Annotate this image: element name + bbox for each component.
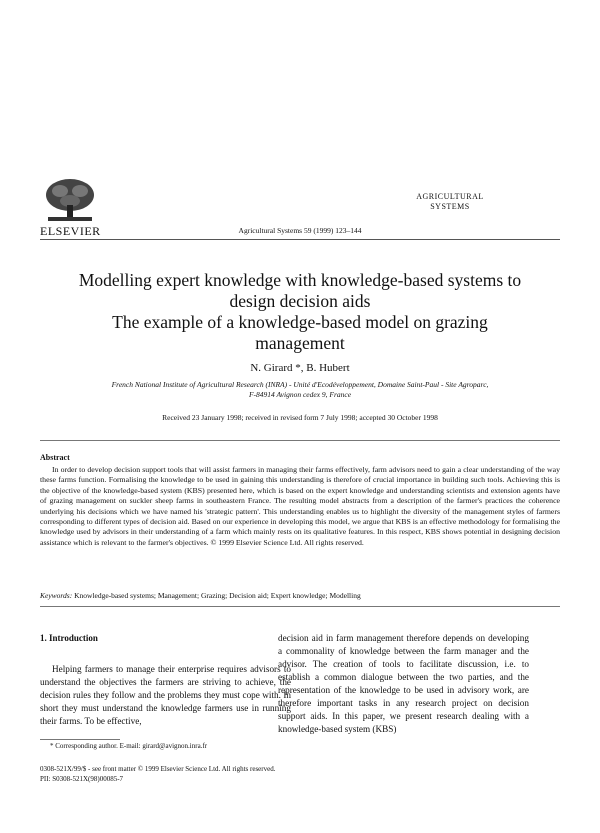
title-line-1: Modelling expert knowledge with knowledge-based systems to: [78, 270, 522, 290]
title-line-3: The example of a knowledge-based model on grazing: [112, 312, 488, 332]
abstract-bottom-rule: [40, 606, 560, 607]
right-column: [278, 632, 529, 736]
footnote-rule: [40, 739, 120, 740]
copyright-line: 0308-521X/99/$ - see front matter © 1999 Elsevier Science Ltd. All rights reserved.: [40, 765, 276, 773]
received-dates: Received 23 January 1998; received in revised form 7 July 1998; accepted 30 October 1998: [162, 413, 438, 422]
left-column: [40, 632, 291, 728]
journal-brand-line2: SYSTEMS: [430, 202, 470, 211]
title-line-2: design decision aids: [229, 291, 371, 311]
affiliation-line-2: F-84914 Avignon cedex 9, France: [248, 390, 352, 399]
right-column-text: decision aid in farm management therefore depends on developing a commonality of knowledge between the farm manager and the advisor. The creation of tools to facilitate discussion, i.e. to establish a common dialogue between the two parties, and the representation of the knowledge to be used in advisory work, are therefore important tasks in any research project on decision support aids. In this paper, we present research dealing with a knowledge-based system (KBS): [278, 633, 529, 734]
abstract-heading: Abstract: [40, 453, 70, 462]
title-line-4: management: [255, 333, 345, 353]
journal-citation: Agricultural Systems 59 (1999) 123–144: [238, 226, 362, 235]
publisher-name: ELSEVIER: [40, 224, 101, 238]
header-rule: [40, 239, 560, 240]
abstract-text: In order to develop decision support tools that will assist farmers in managing their farms effectively, farm advisors need to gain a clear understanding of the way these farms function. Formalising the knowledge to be used in gaining this understanding is therefore of crucial importance in building such tools. Achieving this is the objective of the knowledge-based system (KBS) presented here, which is based on the expert knowledge and understanding scientists and extension agents have of grazing management on suckler sheep farms in southeastern France. The resulting model abstracts from a description of the farmer's practices the coherence underlying his decisions which we have named his 'strategic pattern'. This understanding enables us to highlight the diversity of the management styles of farmers corresponding to different types of decision aid. Based on our experience in developing this model, we argue that KBS is an effective methodology for formalising the knowledge used by advisors in their understanding of a farm which mainly rests on its qualitative features. In this respect, KBS shows potential in designing decision assistance which is relevant to the farmer's objectives. © 1999 Elsevier Science Ltd. All rights reserved.: [40, 465, 560, 547]
corresponding-author-footnote: * Corresponding author. E-mail: girard@avignon.inra.fr: [50, 742, 208, 750]
journal-brand: [405, 192, 495, 212]
left-column-text: Helping farmers to manage their enterprise requires advisors to understand the objectives the farmers are striving to achieve, the decision rules they follow and the problems they must cope with. In short they must understand the knowledge farmers use in running their farms. To be effective,: [40, 664, 291, 726]
affiliation-line-1: French National Institute of Agricultural Research (INRA) - Unité d'Ecodéveloppement, Domaine Saint-Paul - Site Agroparc,: [111, 380, 489, 389]
keywords: [40, 591, 560, 600]
affiliation: [40, 380, 560, 400]
authors: N. Girard *, B. Hubert: [250, 362, 350, 374]
paper-title: [30, 270, 570, 354]
keywords-label: Keywords:: [40, 591, 73, 600]
section-heading: 1. Introduction: [40, 633, 98, 643]
journal-brand-line1: AGRICULTURAL: [416, 192, 484, 201]
pii-line: PII: S0308-521X(98)00085-7: [40, 775, 124, 783]
keywords-list: Knowledge-based systems; Management; Grazing; Decision aid; Expert knowledge; Modelling: [74, 591, 361, 600]
abstract-top-rule: [40, 440, 560, 441]
